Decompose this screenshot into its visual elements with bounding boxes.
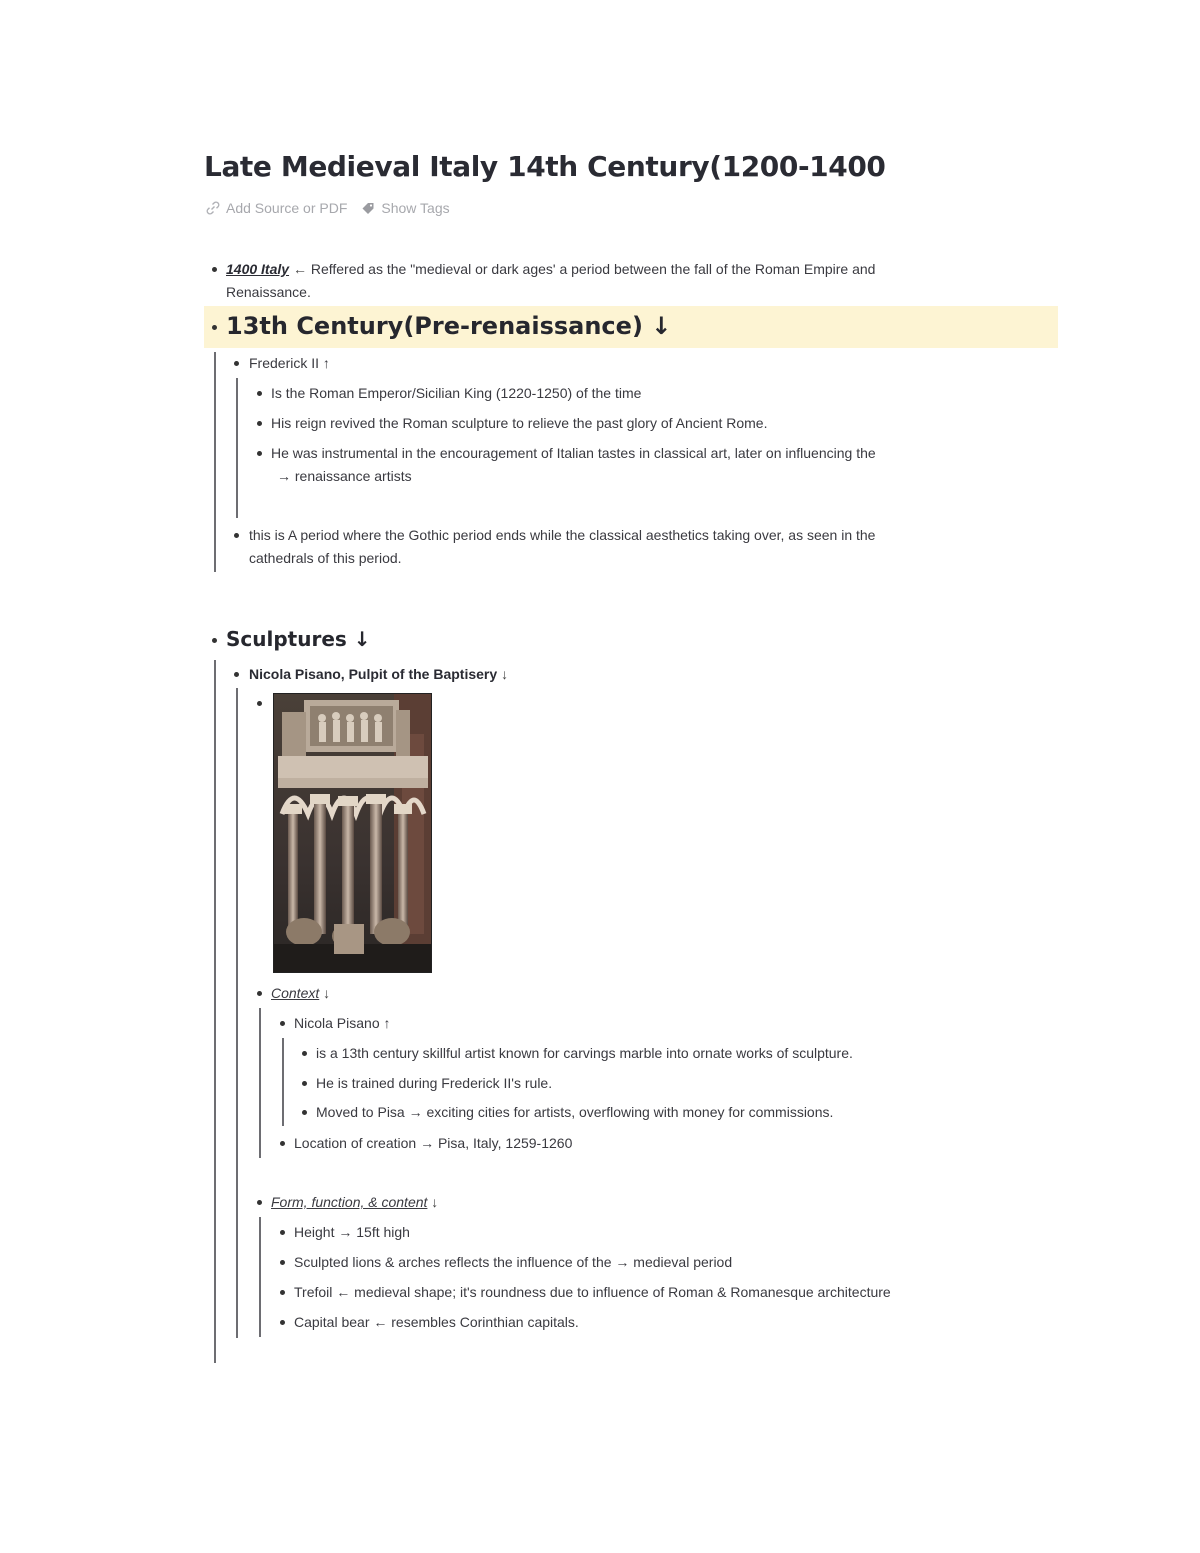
list-item: Is the Roman Emperor/Sicilian King (1220-1250) of the time: [271, 385, 642, 401]
bullet: [302, 1051, 307, 1056]
bullet: [280, 1260, 285, 1265]
bullet: [234, 533, 239, 538]
list-item: Sculpted lions & arches reflects the influence of the → medieval period: [294, 1254, 733, 1270]
heading-sculptures[interactable]: Sculptures ↓: [226, 627, 371, 651]
intro-term-link[interactable]: 1400 Italy: [226, 261, 290, 277]
indent-guide: [259, 1008, 261, 1158]
indent-guide: [236, 378, 238, 518]
indent-guide: [236, 688, 238, 1338]
list-item-gothic: this is A period where the Gothic period ends while the classical aesthetics taking over, as seen in the: [249, 527, 876, 543]
link-icon: [206, 201, 220, 215]
form-link[interactable]: Form, function, & content: [271, 1194, 428, 1210]
bullet: [234, 361, 239, 366]
list-item-pisano[interactable]: [249, 663, 508, 686]
bullet: [302, 1110, 307, 1115]
pisano-title: Nicola Pisano, Pulpit of the Baptisery: [249, 666, 498, 682]
bullet: [212, 325, 217, 330]
bullet: [280, 1290, 285, 1295]
add-source-button[interactable]: [206, 200, 347, 216]
bullet: [257, 701, 262, 706]
list-item: Trefoil ← medieval shape; it's roundness due to influence of Roman & Romanesque architecture: [294, 1284, 891, 1300]
list-item-context[interactable]: [271, 982, 330, 1005]
bullet: [302, 1081, 307, 1086]
list-item: Capital bear ← resembles Corinthian capitals.: [294, 1314, 579, 1330]
list-item-continued: cathedrals of this period.: [249, 550, 402, 566]
list-item: His reign revived the Roman sculpture to relieve the past glory of Ancient Rome.: [271, 415, 768, 431]
page-title: Late Medieval Italy 14th Century(1200-1400: [204, 150, 886, 183]
bullet: [280, 1230, 285, 1235]
page-meta: [206, 200, 464, 216]
list-item-intro: [226, 258, 875, 281]
list-item-frederick[interactable]: Frederick II ↑: [249, 355, 330, 371]
bullet: [280, 1141, 285, 1146]
bullet: [280, 1320, 285, 1325]
pulpit-photo[interactable]: [273, 693, 432, 973]
indent-guide: [214, 660, 216, 1363]
bullet: [212, 638, 217, 643]
indent-guide: [282, 1038, 284, 1126]
bullet: [280, 1021, 285, 1026]
intro-text-continued: Renaissance.: [226, 284, 311, 300]
list-item-form[interactable]: [271, 1191, 438, 1214]
heading-13th-century[interactable]: 13th Century(Pre-renaissance) ↓: [226, 312, 672, 340]
pulpit-photo-drawing: [274, 694, 431, 972]
bullet: [257, 1200, 262, 1205]
bullet: [234, 672, 239, 677]
list-item: Height → 15ft high: [294, 1224, 410, 1240]
list-item: is a 13th century skillful artist known for carvings marble into ornate works of sculpture.: [316, 1045, 853, 1061]
list-item-nicola[interactable]: Nicola Pisano ↑: [294, 1015, 391, 1031]
tag-icon: [361, 201, 375, 215]
list-item: He is trained during Frederick II's rule.: [316, 1075, 553, 1091]
add-source-label: Add Source or PDF: [226, 200, 348, 216]
down-arrow-icon: ↓: [431, 1194, 439, 1210]
bullet: [257, 391, 262, 396]
left-arrow-icon: ←: [292, 261, 307, 277]
down-arrow-icon: ↓: [323, 985, 331, 1001]
list-item: Moved to Pisa → exciting cities for artists, overflowing with money for commissions.: [316, 1104, 834, 1120]
list-item: He was instrumental in the encouragement of Italian tastes in classical art, later on influencing the: [271, 445, 876, 461]
list-item-location: Location of creation → Pisa, Italy, 1259-1260: [294, 1135, 573, 1151]
bullet: [212, 267, 217, 272]
show-tags-label: Show Tags: [381, 200, 450, 216]
indent-guide: [214, 352, 216, 572]
context-link[interactable]: Context: [271, 985, 320, 1001]
show-tags-button[interactable]: [361, 200, 449, 216]
list-item-continued: → renaissance artists: [277, 468, 412, 484]
indent-guide: [259, 1217, 261, 1337]
bullet: [257, 451, 262, 456]
down-arrow-icon: ↓: [501, 666, 509, 682]
bullet: [257, 991, 262, 996]
bullet: [257, 421, 262, 426]
intro-text: Reffered as the "medieval or dark ages' a period between the fall of the Roman Empire and: [310, 261, 876, 277]
